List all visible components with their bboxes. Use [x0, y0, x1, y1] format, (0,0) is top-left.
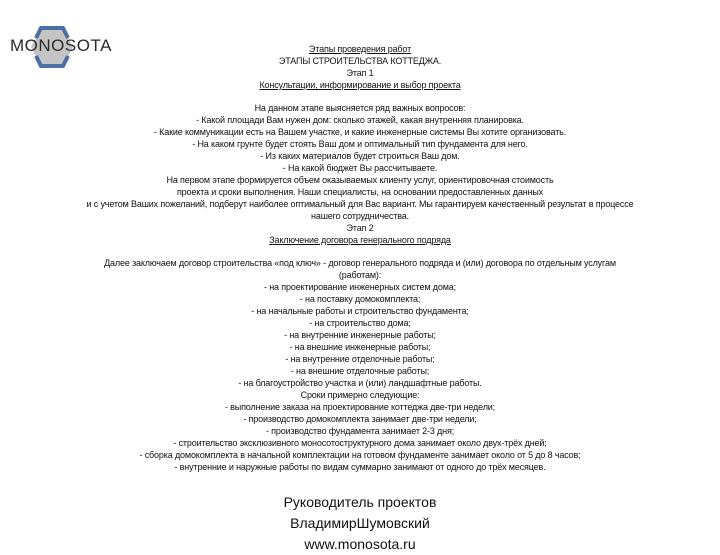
list-item: - производство фундамента занимает 2-3 дня;: [265, 426, 455, 436]
text-line: - На какой бюджет Вы рассчитываете.: [282, 163, 438, 173]
list-item: - внутренние и наружные работы по видам суммарно занимают от одного до трёх месяцев.: [174, 462, 546, 472]
list-item: - на внутренние инженерные работы;: [284, 330, 436, 340]
logo-text: MONOSOTA: [10, 36, 112, 55]
list-item: - на благоустройство участка и (или) ландшафтные работы.: [238, 378, 482, 388]
text-line: На первом этапе формируется объем оказываемых клиенту услуг, ориентировочная стоимость: [166, 175, 554, 185]
list-item: - на проектирование инженерных систем дома;: [264, 282, 456, 292]
text-line: Далее заключаем договор строительства «под ключ» - договор генерального подряда и (или) договора по отдельным услугам: [104, 258, 616, 268]
signature: [0, 492, 720, 555]
heading-line: Этапы проведения работ: [308, 44, 412, 54]
document-title: ЭТАПЫ СТРОИТЕЛЬСТВА КОТТЕДЖА.: [278, 56, 442, 66]
list-item: - на поставку домокомплекта;: [299, 294, 421, 304]
website-link[interactable]: www.monosota.ru: [304, 536, 416, 552]
text-line: (работам):: [338, 270, 382, 280]
list-item: - производство домокомплекта занимает две-три недели;: [243, 414, 477, 424]
stage-label: Этап 2: [346, 223, 374, 233]
list-item: - на внешние инженерные работы;: [289, 342, 431, 352]
text-line: - На каком грунте будет стоять Ваш дом и оптимальный тип фундамента для него.: [192, 139, 528, 149]
list-item: - на внутренние отделочные работы;: [285, 354, 435, 364]
list-item: - на начальные работы и строительство фундамента;: [251, 306, 469, 316]
signature-name: ВладимирШумовский: [290, 515, 430, 531]
list-item: - на строительство дома;: [309, 318, 411, 328]
list-item: - выполнение заказа на проектирование коттеджа две-три недели;: [224, 402, 496, 412]
text-line: и с учетом Ваших пожеланий, подберут наиболее оптимальный для Вас вариант. Мы гарантируем качественный результат в процессе: [86, 199, 634, 209]
list-item: - строительство эксклюзивного моносотоструктурного дома занимает около двух-трёх дней;: [173, 438, 547, 448]
text-line: проекта и сроки выполнения. Наши специалисты, на основании предоставленных данных: [176, 187, 544, 197]
terms-title: Сроки примерно следующие:: [300, 390, 420, 400]
text-line: - Какие коммуникации есть на Вашем участке, и какие инженерные системы Вы хотите организовать.: [153, 127, 567, 137]
list-item: - на внешние отделочные работы;: [290, 366, 430, 376]
text-line: - Какой площади Вам нужен дом: сколько этажей, какая внутренняя планировка.: [196, 115, 524, 125]
stage-label: Этап 1: [346, 68, 374, 78]
stage-title: Консультации, информирование и выбор проекта: [259, 80, 461, 90]
document-body: [0, 43, 720, 473]
text-line: На данном этапе выясняется ряд важных вопросов:: [254, 103, 466, 113]
signature-role: Руководитель проектов: [283, 494, 437, 510]
stage-title: Заключение договора генерального подряда: [269, 235, 451, 245]
text-line: нашего сотрудничества.: [311, 211, 409, 221]
list-item: - сборка домокомплекта в начальной комплектации на готовом фундаменте занимает около от 5 до 8 часов;: [139, 450, 581, 460]
text-line: - Из каких материалов будет строиться Ваш дом.: [260, 151, 460, 161]
